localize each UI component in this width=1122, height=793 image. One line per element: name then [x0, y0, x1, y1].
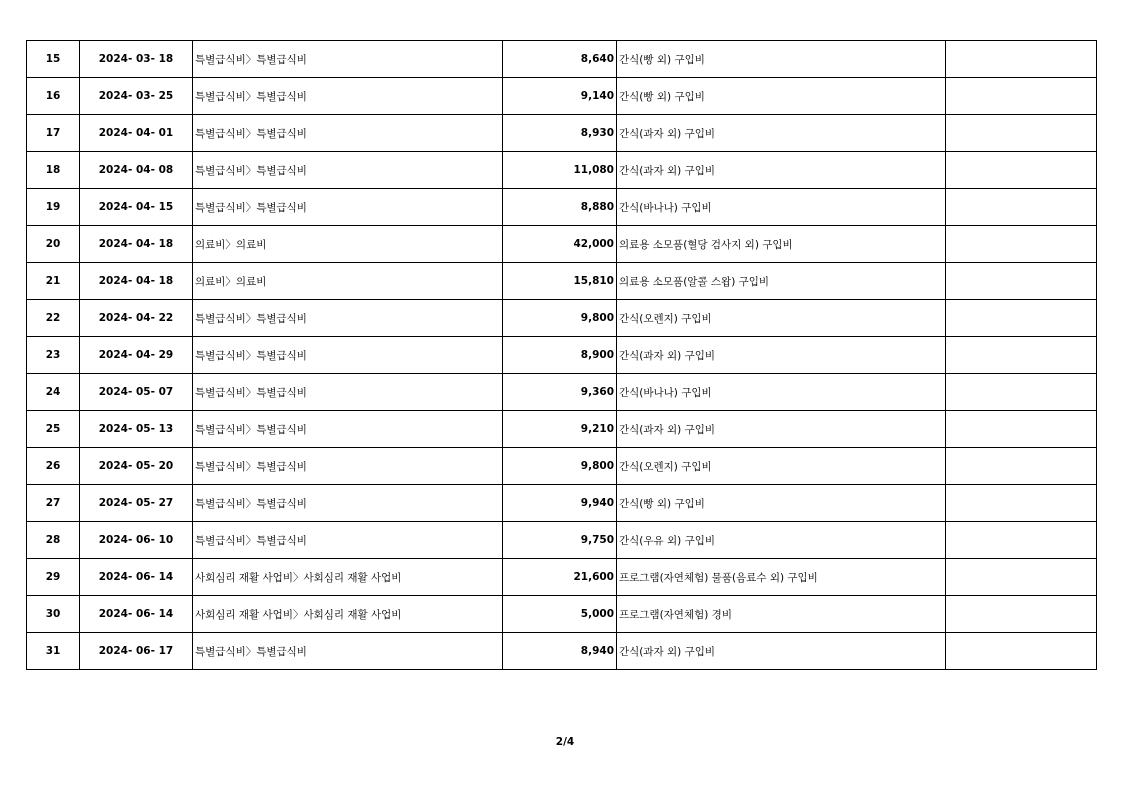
row-account: 특별급식비〉특별급식비 [193, 485, 503, 522]
row-description: 간식(오렌지) 구입비 [617, 448, 946, 485]
row-number: 25 [27, 411, 80, 448]
table-row [27, 41, 1097, 78]
row-date: 2024- 04- 08 [80, 152, 193, 189]
row-number: 19 [27, 189, 80, 226]
row-note [946, 448, 1097, 485]
row-amount: 8,900 [503, 337, 617, 374]
expense-ledger-table [26, 40, 1097, 670]
table-row [27, 522, 1097, 559]
row-description: 간식(과자 외) 구입비 [617, 337, 946, 374]
row-amount: 8,940 [503, 633, 617, 670]
row-date: 2024- 03- 18 [80, 41, 193, 78]
row-description: 프로그램(자연체험) 경비 [617, 596, 946, 633]
row-number: 30 [27, 596, 80, 633]
row-date: 2024- 05- 27 [80, 485, 193, 522]
row-amount: 9,800 [503, 300, 617, 337]
row-date: 2024- 04- 01 [80, 115, 193, 152]
row-description: 간식(빵 외) 구입비 [617, 41, 946, 78]
row-account: 의료비〉의료비 [193, 263, 503, 300]
row-note [946, 522, 1097, 559]
row-amount: 9,940 [503, 485, 617, 522]
table-row [27, 411, 1097, 448]
row-number: 27 [27, 485, 80, 522]
row-date: 2024- 06- 14 [80, 596, 193, 633]
row-amount: 8,880 [503, 189, 617, 226]
row-amount: 11,080 [503, 152, 617, 189]
row-account: 특별급식비〉특별급식비 [193, 41, 503, 78]
row-account: 특별급식비〉특별급식비 [193, 189, 503, 226]
row-note [946, 300, 1097, 337]
row-number: 26 [27, 448, 80, 485]
table-row [27, 596, 1097, 633]
row-description: 간식(바나나) 구입비 [617, 374, 946, 411]
row-date: 2024- 05- 07 [80, 374, 193, 411]
row-number: 24 [27, 374, 80, 411]
row-description: 간식(과자 외) 구입비 [617, 115, 946, 152]
row-date: 2024- 04- 22 [80, 300, 193, 337]
row-note [946, 189, 1097, 226]
row-amount: 15,810 [503, 263, 617, 300]
row-amount: 5,000 [503, 596, 617, 633]
row-date: 2024- 03- 25 [80, 78, 193, 115]
row-description: 간식(과자 외) 구입비 [617, 633, 946, 670]
row-number: 17 [27, 115, 80, 152]
row-date: 2024- 04- 18 [80, 226, 193, 263]
row-date: 2024- 06- 10 [80, 522, 193, 559]
row-description: 간식(바나나) 구입비 [617, 189, 946, 226]
row-account: 특별급식비〉특별급식비 [193, 152, 503, 189]
row-description: 의료용 소모품(혈당 검사지 외) 구입비 [617, 226, 946, 263]
row-note [946, 559, 1097, 596]
row-note [946, 374, 1097, 411]
table-row [27, 189, 1097, 226]
row-date: 2024- 06- 17 [80, 633, 193, 670]
table-row [27, 337, 1097, 374]
row-number: 23 [27, 337, 80, 374]
row-description: 간식(우유 외) 구입비 [617, 522, 946, 559]
table-row [27, 78, 1097, 115]
row-account: 특별급식비〉특별급식비 [193, 411, 503, 448]
row-number: 18 [27, 152, 80, 189]
row-amount: 8,930 [503, 115, 617, 152]
row-note [946, 115, 1097, 152]
row-description: 간식(빵 외) 구입비 [617, 485, 946, 522]
table-row [27, 226, 1097, 263]
row-account: 특별급식비〉특별급식비 [193, 633, 503, 670]
row-number: 29 [27, 559, 80, 596]
row-note [946, 633, 1097, 670]
row-note [946, 411, 1097, 448]
row-number: 21 [27, 263, 80, 300]
row-date: 2024- 04- 15 [80, 189, 193, 226]
row-number: 31 [27, 633, 80, 670]
row-date: 2024- 06- 14 [80, 559, 193, 596]
row-description: 간식(빵 외) 구입비 [617, 78, 946, 115]
row-number: 20 [27, 226, 80, 263]
row-note [946, 78, 1097, 115]
row-account: 특별급식비〉특별급식비 [193, 448, 503, 485]
row-account: 특별급식비〉특별급식비 [193, 300, 503, 337]
row-description: 간식(과자 외) 구입비 [617, 411, 946, 448]
table-row [27, 448, 1097, 485]
row-account: 특별급식비〉특별급식비 [193, 115, 503, 152]
row-date: 2024- 04- 29 [80, 337, 193, 374]
row-note [946, 485, 1097, 522]
row-description: 간식(과자 외) 구입비 [617, 152, 946, 189]
table-row [27, 152, 1097, 189]
row-account: 사회심리 재활 사업비〉사회심리 재활 사업비 [193, 559, 503, 596]
row-date: 2024- 05- 13 [80, 411, 193, 448]
table-row [27, 115, 1097, 152]
row-number: 15 [27, 41, 80, 78]
row-amount: 9,210 [503, 411, 617, 448]
row-date: 2024- 04- 18 [80, 263, 193, 300]
row-amount: 8,640 [503, 41, 617, 78]
row-account: 사회심리 재활 사업비〉사회심리 재활 사업비 [193, 596, 503, 633]
table-row [27, 374, 1097, 411]
row-date: 2024- 05- 20 [80, 448, 193, 485]
row-number: 22 [27, 300, 80, 337]
row-note [946, 337, 1097, 374]
row-account: 의료비〉의료비 [193, 226, 503, 263]
row-note [946, 152, 1097, 189]
table-row [27, 485, 1097, 522]
row-account: 특별급식비〉특별급식비 [193, 374, 503, 411]
row-account: 특별급식비〉특별급식비 [193, 337, 503, 374]
row-note [946, 263, 1097, 300]
row-number: 28 [27, 522, 80, 559]
row-note [946, 226, 1097, 263]
row-amount: 9,800 [503, 448, 617, 485]
row-note [946, 41, 1097, 78]
page-number: 2/4 [555, 736, 575, 748]
row-amount: 9,140 [503, 78, 617, 115]
row-amount: 9,360 [503, 374, 617, 411]
row-description: 간식(오렌지) 구입비 [617, 300, 946, 337]
row-description: 프로그램(자연체험) 물품(음료수 외) 구입비 [617, 559, 946, 596]
row-account: 특별급식비〉특별급식비 [193, 522, 503, 559]
table-row [27, 300, 1097, 337]
row-note [946, 596, 1097, 633]
row-description: 의료용 소모품(알콜 스왑) 구입비 [617, 263, 946, 300]
row-account: 특별급식비〉특별급식비 [193, 78, 503, 115]
table-row [27, 559, 1097, 596]
table-row [27, 263, 1097, 300]
row-number: 16 [27, 78, 80, 115]
row-amount: 9,750 [503, 522, 617, 559]
table-row [27, 633, 1097, 670]
row-amount: 42,000 [503, 226, 617, 263]
ledger-body [27, 41, 1097, 670]
row-amount: 21,600 [503, 559, 617, 596]
